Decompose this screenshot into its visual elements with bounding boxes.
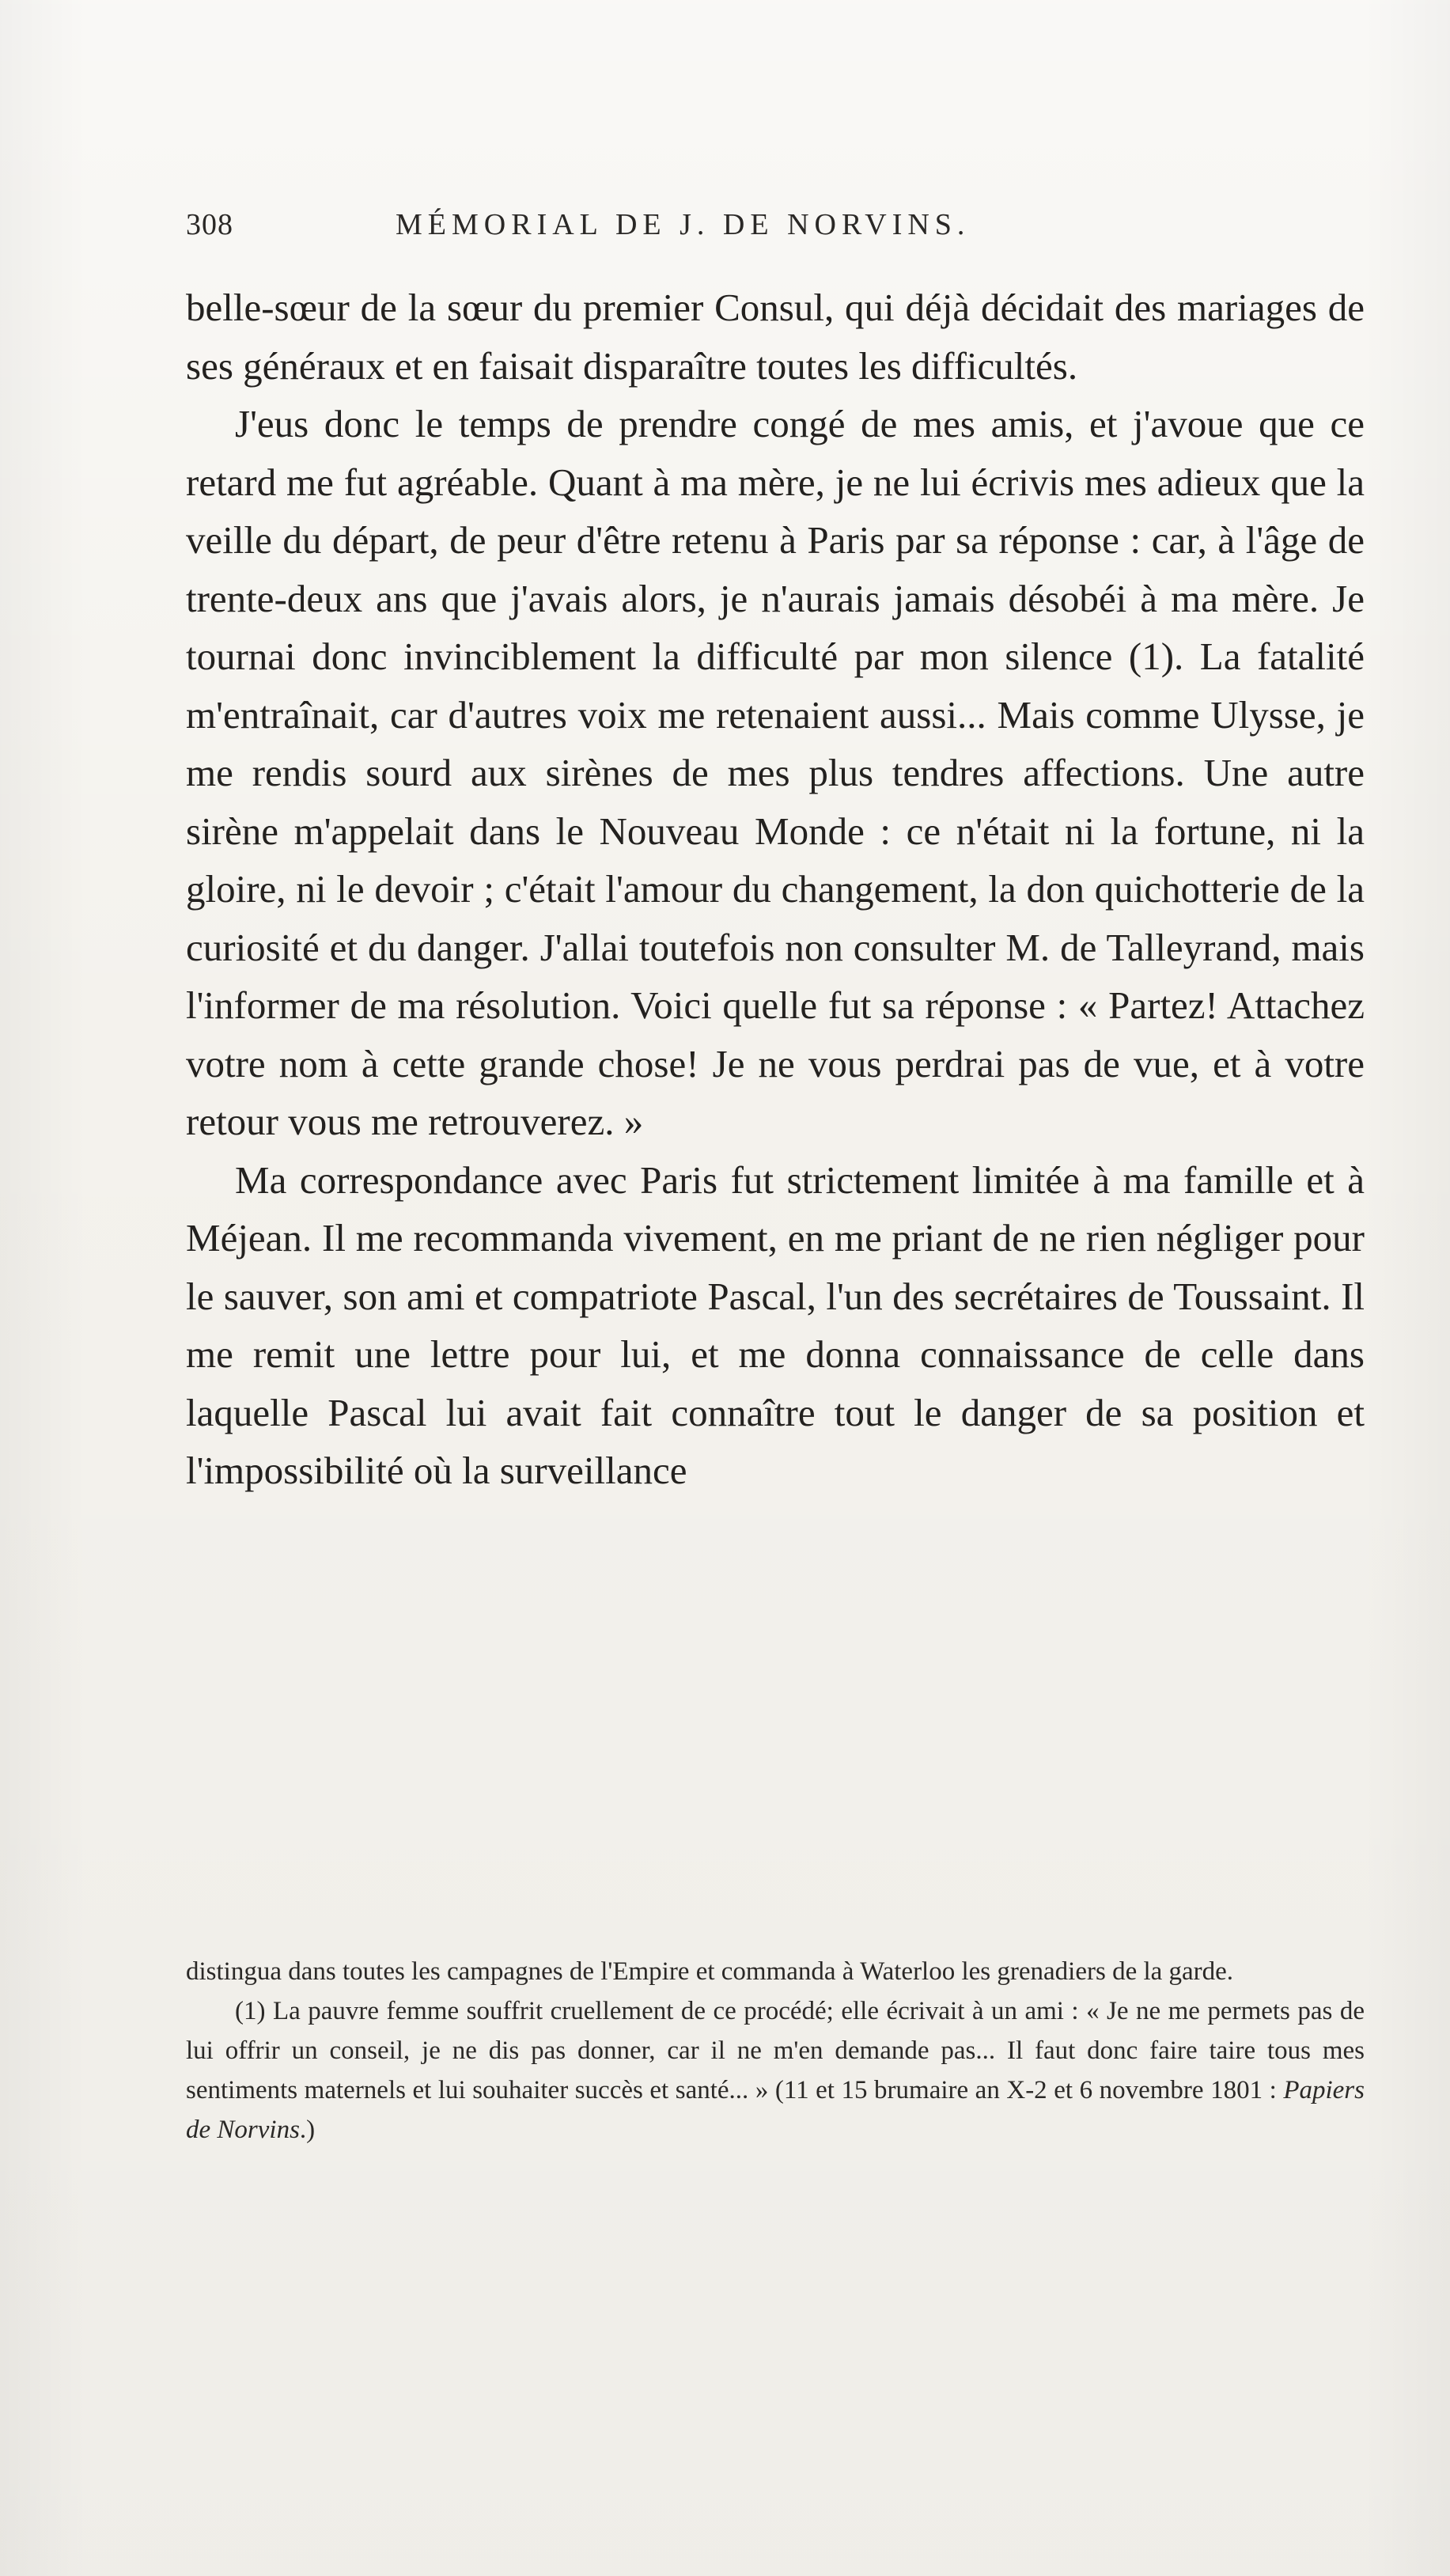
- footnote-1-end: .): [299, 2116, 316, 2144]
- page-number: 308: [186, 208, 233, 241]
- running-head: MÉMORIAL DE J. DE NORVINS.: [396, 208, 971, 241]
- main-text: [186, 278, 1365, 1500]
- footnote-1-text: (1) La pauvre femme souffrit cruellement de ce procédé; elle écrivait à un ami : « Je ne me permets pas de lui offrir un conseil, je ne dis pas donner, car il ne m'en demande pas... Il faut donc faire taire tous mes sentiments maternels et lui souhaiter succès et santé... » (11 et 15 brumaire an X-2 et 6 novembre 1801 :: [186, 1997, 1365, 2104]
- footnotes: [186, 1952, 1365, 2150]
- footnote-1-source: Papiers de Norvins: [186, 2076, 1365, 2144]
- paragraph: Ma correspondance avec Paris fut strictement limitée à ma famille et à Méjean. Il me recommanda vivement, en me priant de ne rien négliger pour le sauver, son ami et compatriote Pascal, l'un des secrétaires de Toussaint. Il me remit une lettre pour lui, et me donna connaissance de celle dans laquelle Pascal lui avait fait connaître tout le danger de sa position et l'impossibilité où la surveillance: [186, 1157, 1365, 1492]
- paragraph: J'eus donc le temps de prendre congé de mes amis, et j'avoue que ce retard me fut agréable. Quant à ma mère, je ne lui écrivis mes adieux que la veille du départ, de peur d'être retenu à Paris par sa réponse : car, à l'âge de trente-deux ans que j'avais alors, je n'aurais jamais désobéi à ma mère. Je tournai donc invinciblement la difficulté par mon silence (1). La fatalité m'entraînait, car d'autres voix me retenaient aussi... Mais comme Ulysse, je me rendis sourd aux sirènes de mes plus tendres affections. Une autre sirène m'appelait dans le Nouveau Monde : ce n'était ni la fortune, ni la gloire, ni le devoir ; c'était l'amour du changement, la don quichotterie de la curiosité et du danger. J'allai toutefois non consulter M. de Talleyrand, mais l'informer de ma résolution. Voici quelle fut sa réponse : « Partez! Attachez votre nom à cette grande chose! Je ne vous perdrai pas de vue, et à votre retour vous me retrouverez. »: [186, 402, 1365, 1143]
- footnote-1: [186, 1991, 1365, 2150]
- footnote-continuation: distingua dans toutes les campagnes de l'Empire et commanda à Waterloo les grenadiers de la garde.: [186, 1957, 1234, 1986]
- paragraph-continuation: belle-sœur de la sœur du premier Consul, qui déjà décidait des mariages de ses généraux et en faisait disparaître toutes les difficultés.: [186, 286, 1365, 388]
- page-header: [186, 207, 1246, 255]
